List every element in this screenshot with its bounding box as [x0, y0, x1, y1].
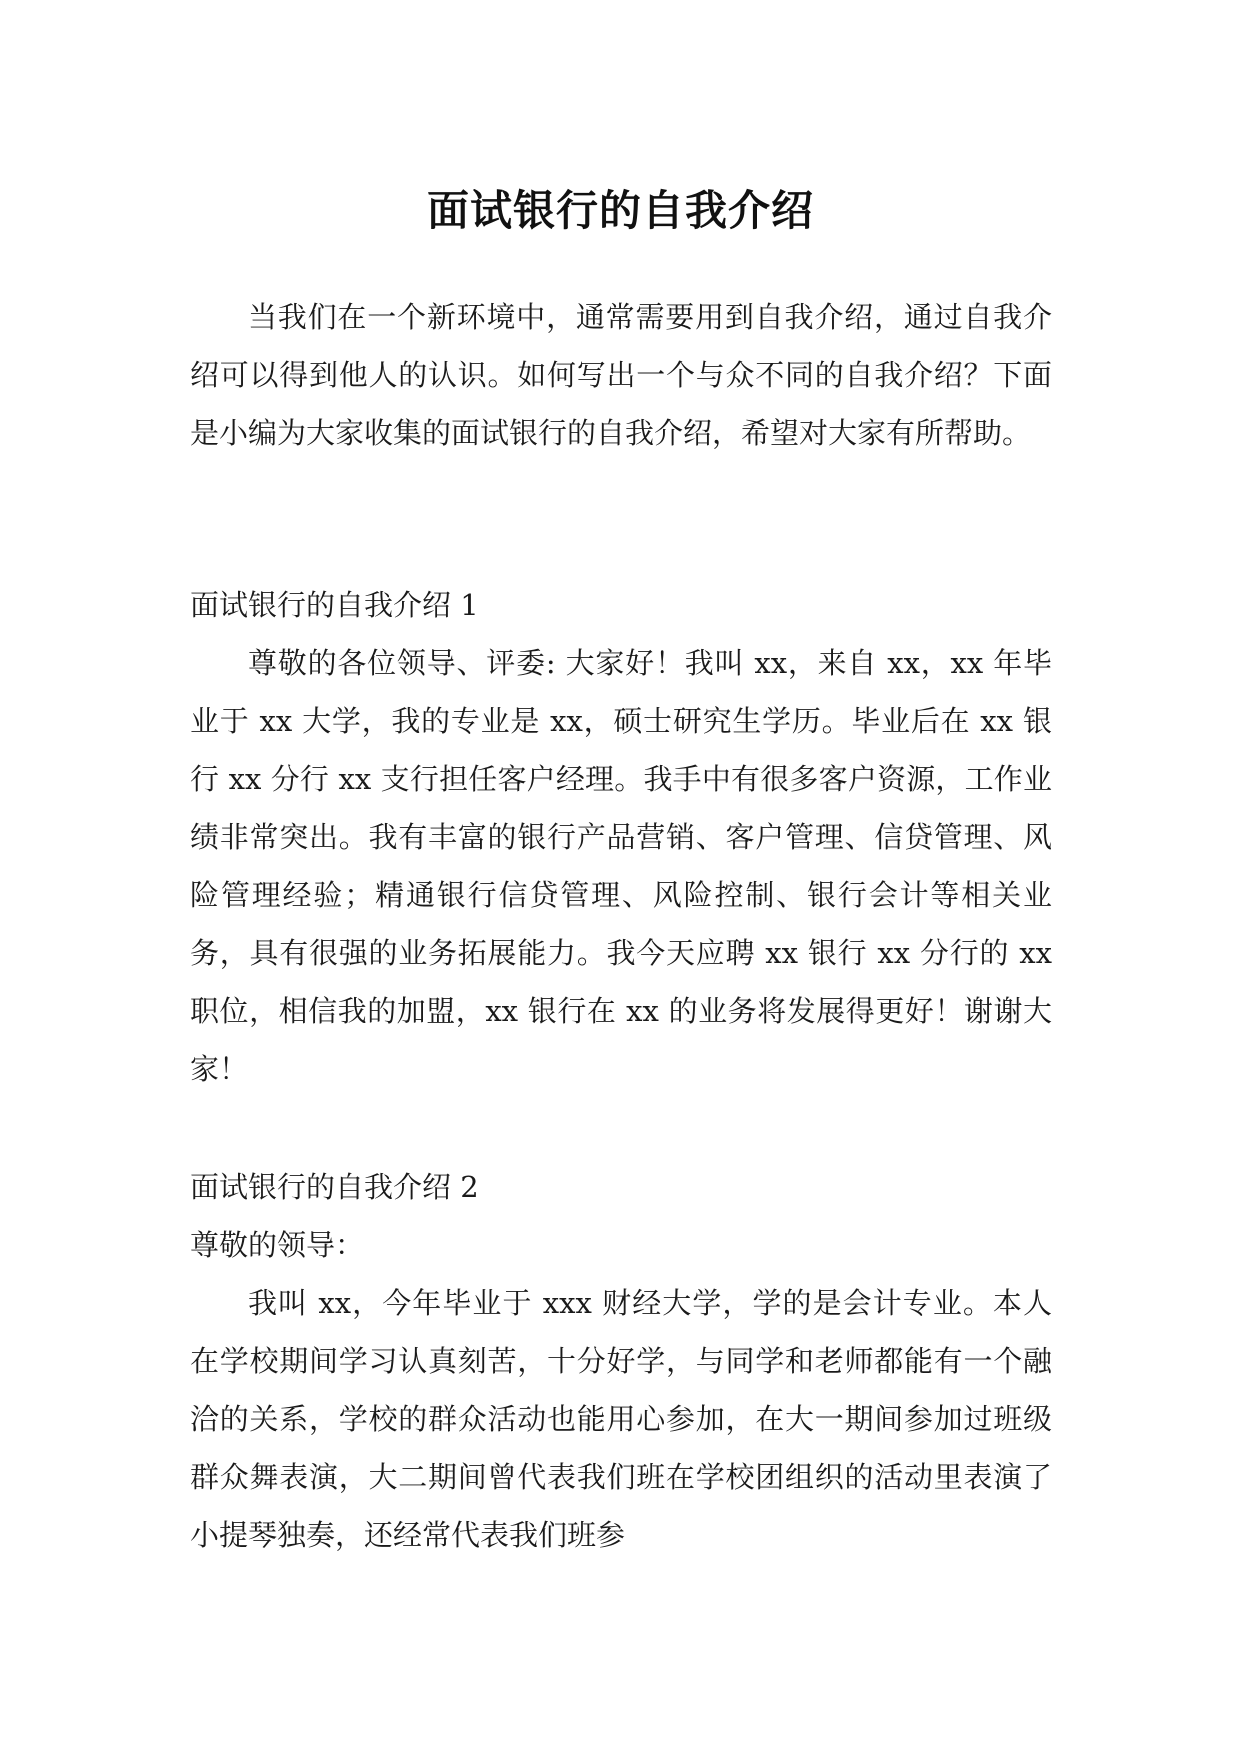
section-1-heading: 面试银行的自我介绍 1 — [190, 588, 479, 622]
section-2 — [190, 1158, 1052, 1564]
document-title: 面试银行的自我介绍 — [426, 186, 814, 236]
section-2-paragraph: 我叫 xx，今年毕业于 xxx 财经大学，学的是会计专业。本人在学校期间学习认真刻苦，十分好学，与同学和老师都能有一个融洽的关系，学校的群众活动也能用心参加，在大一期间参加过班级群众舞表演，大二期间曾代表我们班在学校团组织的活动里表演了小提琴独奏，还经常代表我们班参 — [190, 1286, 1052, 1552]
intro-paragraph: 当我们在一个新环境中，通常需要用到自我介绍，通过自我介绍可以得到他人的认识。如何写出一个与众不同的自我介绍？下面是小编为大家收集的面试银行的自我介绍，希望对大家有所帮助。 — [190, 300, 1052, 450]
intro-block — [190, 288, 1052, 462]
section-1 — [190, 576, 1052, 1098]
section-2-salutation: 尊敬的领导： — [190, 1228, 365, 1262]
section-1-paragraph: 尊敬的各位领导、评委: 大家好！我叫 xx，来自 xx，xx 年毕业于 xx 大学，我的专业是 xx，硕士研究生学历。毕业后在 xx 银行 xx 分行 xx 支行担任客户经理。我手中有很多客户资源，工作业绩非常突出。我有丰富的银行产品营销、客户管理、信贷管理、风险管理经验；精通银行信贷管理、风险控制、银行会计等相关业务，具有很强的业务拓展能力。我今天应聘 xx 银行 xx 分行的 xx 职位，相信我的加盟，xx 银行在 xx 的业务将发展得更好！谢谢大家！ — [190, 646, 1052, 1086]
section-2-heading: 面试银行的自我介绍 2 — [190, 1170, 479, 1204]
